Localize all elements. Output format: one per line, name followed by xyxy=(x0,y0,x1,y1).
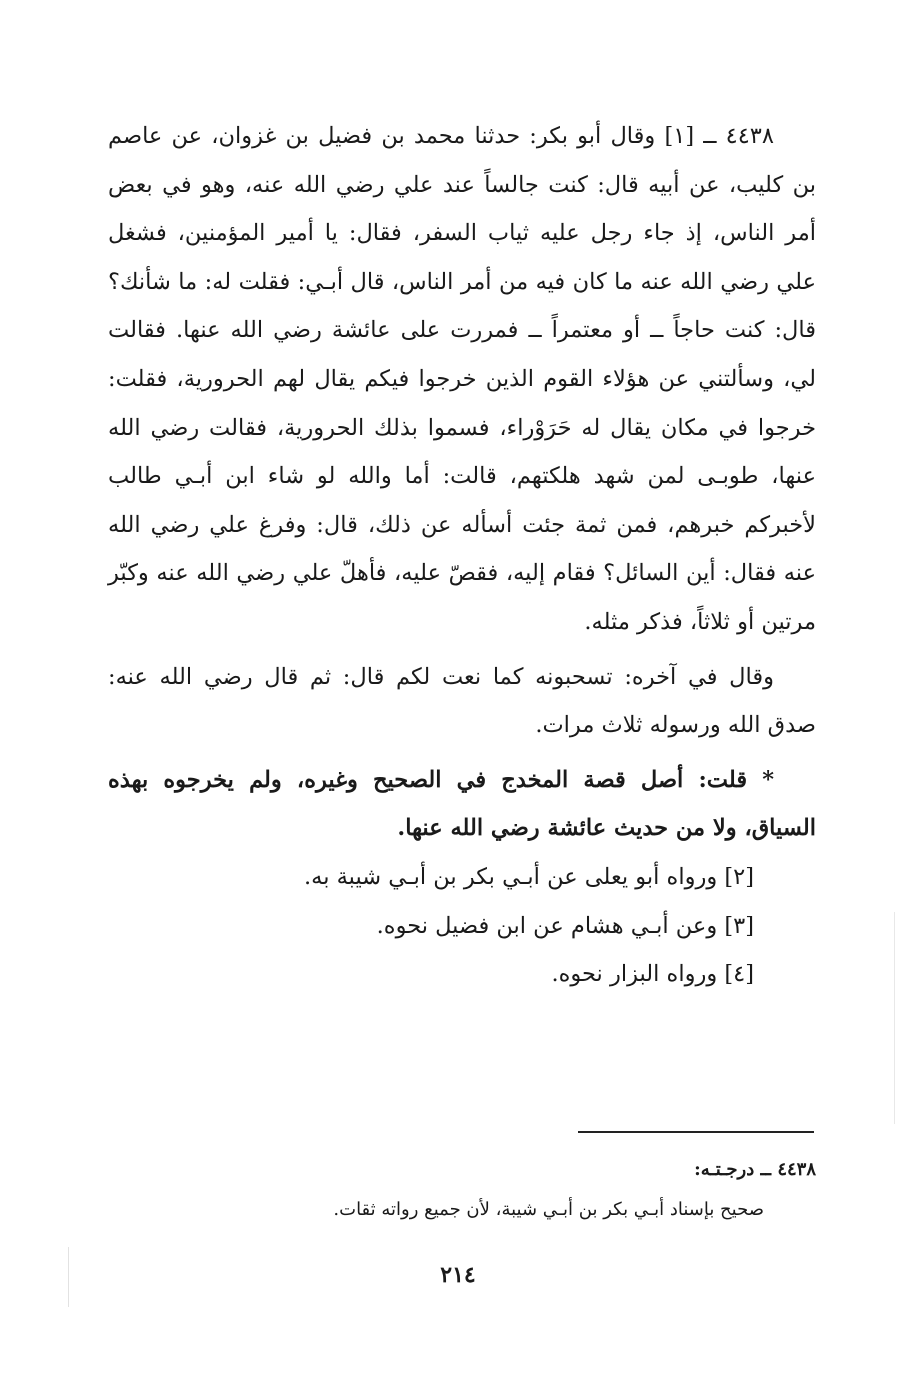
footnote-text: صحيح بإسناد أبـي بكر بن أبـي شيبة، لأن جميع رواته ثقات. xyxy=(333,1199,764,1220)
page-number: ٢١٤ xyxy=(440,1262,476,1288)
author-note-paragraph: * قلت: أصل قصة المخدج في الصحيح وغيره، ولم يخرجوه بهذه السياق، ولا من حديث عائشة رضي الله عنها. xyxy=(108,766,816,842)
addition-paragraph: وقال في آخره: تسحبونه كما نعت لكم قال: ثم قال رضي الله عنه: صدق الله ورسوله ثلاث مرات. xyxy=(108,663,816,739)
footnote-divider xyxy=(578,1131,814,1133)
narration-line-2: [٢] ورواه أبو يعلى عن أبـي بكر بن أبـي شيبة به. xyxy=(303,863,754,890)
main-text-block xyxy=(108,112,816,999)
footnote-heading: ٤٤٣٨ ــ درجـتـه: xyxy=(694,1159,816,1180)
footnote-block xyxy=(108,1150,816,1230)
narration-line-4: [٤] ورواه البزار نحوه. xyxy=(551,961,754,988)
scan-edge-mark xyxy=(68,1247,69,1307)
narration-line-3: [٣] وعن أبـي هشام عن ابن فضيل نحوه. xyxy=(376,912,754,939)
hadith-paragraph: ٤٤٣٨ ــ [١] وقال أبو بكر: حدثنا محمد بن فضيل بن غزوان، عن عاصم بن كليب، عن أبيه قال: كنت جالساً عند علي رضي الله عنه، وهو في بعض أمر الناس، إذ جاء رجل عليه ثياب السفر، فقال: يا أمير المؤمنين، فشغل علي رضي الله عنه ما كان فيه من أمر الناس، قال أبـي: فقلت له: ما شأنك؟ قال: كنت حاجاً ــ أو معتمراً ــ فمررت على عائشة رضي الله عنها. فقالت لي، وسألتني عن هؤلاء القوم الذين خرجوا فيكم يقال لهم الحرورية، فقلت: خرجوا في مكان يقال له حَرَوْراء، فسموا بذلك الحرورية، فقالت رضي الله عنها، طوبـى لمن شهد هلكتهم، قالت: أما والله لو شاء ابن أبـي طالب لأخبركم خبرهم، فمن ثمة جئت أسأله عن ذلك، قال: وفرغ علي رضي الله عنه فقال: أين السائل؟ فقام إليه، فقصّ عليه، فأهلّ علي رضي الله عنه وكبّر مرتين أو ثلاثاً، فذكر مثله. xyxy=(108,123,816,635)
scan-edge-mark-right xyxy=(894,912,895,1124)
